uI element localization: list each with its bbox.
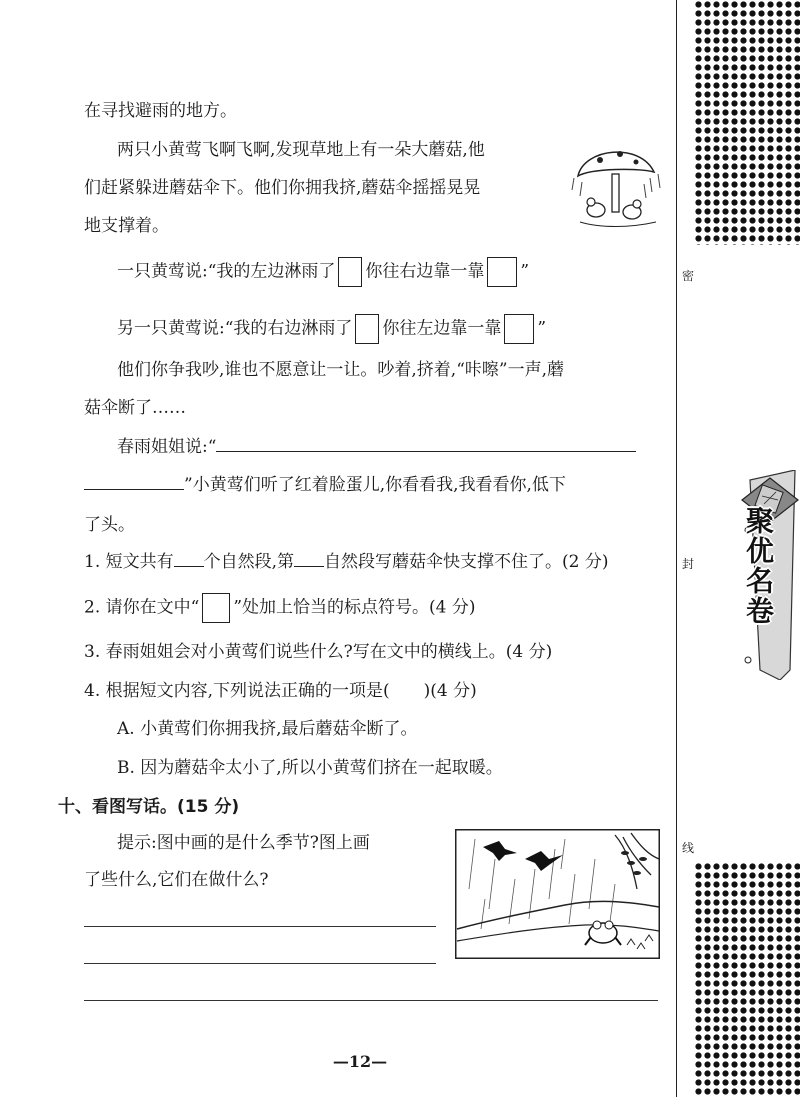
writing-line-3[interactable]	[84, 1000, 658, 1001]
punctuation-box-4[interactable]	[504, 314, 534, 344]
passage-line-1c: 地支撑着。	[84, 216, 169, 236]
punctuation-box-2[interactable]	[487, 257, 517, 287]
section-10-hint-a: 提示:图中画的是什么季节?图上画	[117, 833, 370, 853]
passage-line-2	[117, 257, 529, 287]
dialogue-left: 一只黄莺说:“我的左边淋雨了	[117, 261, 336, 282]
margin-label-feng: 封	[677, 556, 699, 572]
spring-rain-picture	[455, 829, 660, 959]
q1-blank-count[interactable]	[174, 566, 204, 567]
passage-line-4b: 菇伞断了……	[84, 398, 186, 418]
margin-label-xian: 线	[677, 840, 699, 856]
passage-line-3	[117, 314, 546, 344]
mushroom-birds-illustration	[570, 138, 662, 234]
q2-text-a: 2. 请你在文中“	[84, 597, 200, 618]
section-10-hint-b: 了些什么,它们在做什么?	[84, 870, 269, 890]
page-number: —12—	[332, 1052, 388, 1071]
section-10-title: 十、看图写话。(15 分)	[58, 797, 240, 817]
punctuation-box-1[interactable]	[338, 257, 362, 287]
option-a[interactable]: A. 小黄莺们你拥我挤,最后蘑菇伞断了。	[117, 719, 418, 739]
margin-label-mi: 密	[677, 268, 699, 284]
passage-line-1b: 们赶紧躲进蘑菇伞下。他们你拥我挤,蘑菇伞摇摇晃晃	[84, 178, 481, 198]
punctuation-box-3[interactable]	[355, 314, 379, 344]
q1-text-a: 1. 短文共有	[84, 552, 174, 572]
passage-line-5a	[117, 436, 636, 458]
passage-line-5b	[84, 474, 566, 496]
dot-pattern-bottom	[694, 862, 800, 1097]
dot-pattern-top	[694, 0, 800, 245]
question-3: 3. 春雨姐姐会对小黄莺们说些什么?写在文中的横线上。(4 分)	[84, 642, 553, 662]
passage-line-0: 在寻找避雨的地方。	[84, 101, 237, 121]
dialogue-right: 你往右边靠一靠	[365, 261, 485, 282]
answer-blank-q3-a[interactable]	[216, 451, 636, 452]
q1-blank-paragraph[interactable]	[294, 566, 324, 567]
answer-blank-q3-b[interactable]	[84, 489, 184, 490]
writing-line-1[interactable]	[84, 926, 436, 927]
binding-line	[676, 0, 677, 1097]
passage-line-4a: 他们你争我吵,谁也不愿意让一让。吵着,挤着,“咔嚓”一声,蘑	[117, 360, 564, 380]
spring-rain-speech: 春雨姐姐说:“	[117, 437, 217, 457]
writing-line-2[interactable]	[84, 963, 436, 964]
q2-example-box	[202, 593, 230, 623]
dialogue-left-2: 另一只黄莺说:“我的右边淋雨了	[117, 318, 353, 339]
close-quote: ”	[520, 261, 530, 282]
brand-title: 聚优名卷	[742, 506, 775, 626]
q2-text-b: ”处加上恰当的标点符号。(4 分)	[233, 597, 476, 618]
passage-line-1a: 两只小黄莺飞啊飞啊,发现草地上有一朵大蘑菇,他	[117, 140, 485, 160]
question-1	[84, 551, 609, 573]
passage-line-5b-text: ”小黄莺们听了红着脸蛋儿,你看看我,我看看你,低下	[184, 475, 566, 495]
question-4	[84, 680, 477, 702]
q1-text-b: 个自然段,第	[203, 552, 295, 572]
q1-text-c: 自然段写蘑菇伞快支撑不住了。(2 分)	[324, 552, 609, 572]
passage-line-5c: 了头。	[84, 515, 135, 535]
close-quote-2: ”	[537, 318, 547, 339]
option-b[interactable]: B. 因为蘑菇伞太小了,所以小黄莺们挤在一起取暖。	[117, 758, 503, 778]
q4-text-a: 4. 根据短文内容,下列说法正确的一项是(	[84, 681, 390, 701]
dialogue-right-2: 你往左边靠一靠	[382, 318, 502, 339]
question-2	[84, 593, 476, 623]
q4-text-b: )(4 分)	[423, 681, 477, 701]
